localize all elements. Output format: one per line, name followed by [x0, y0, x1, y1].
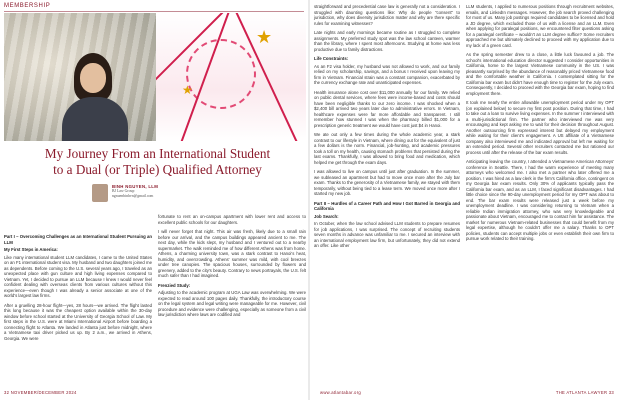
part-heading: Part I – Overcoming Challenges as an International Student Pursuing an LLM	[4, 234, 152, 245]
star-icon: ★	[182, 83, 193, 97]
star-icon: ★	[256, 27, 273, 47]
paragraph: I will never forget that night. This air was fresh, likely due to a small rain before our arrival, and the campus buildings appeared ancient to me. The next day, while the kids slept, my husband and I ventured out to a nearby supermarket. The walk reminded me of how different Athens was from home. Athens, a charming university town, was a stark contrast to Hanoi's heat, humidity, and overcrowding. Athens' summer was mild, with cool breezes under tree canopies. The spacious houses, surrounded by flowers and greenery, added to the city's beauty. Contrary to news portrayals, the U.S. felt much safer than I had imagined.	[158, 229, 306, 278]
portrait-figure	[58, 53, 130, 141]
paragraph: After a gruelling 28-hour flight—yes, 28 hours—we arrived. The flight lasted this long because it was the cheapest option available within the 30-day window before school started at the University of Georgia School of Law. My first steps in the U.S. were at Miami International Airport before boarding a connecting flight to Atlanta. We landed in Atlanta just before midnight, where a Vietnamese taxi driver picked us up. By 2 a.m., we arrived in Athens, Georgia. We were	[4, 302, 152, 341]
subheading: Frenzied Study:	[158, 282, 191, 288]
paragraph: Late nights and early mornings became routine as I struggled to complete assignments. My preferred study spot was the law school canteen, warmer than the library, where I spent most afternoons. Studying at home was less productive due to family distractions.	[314, 30, 460, 52]
subheading: Life Constraints:	[314, 56, 349, 61]
page-footer-url[interactable]: www.atlantabar.org	[320, 390, 362, 395]
article-column-3	[314, 4, 460, 253]
paragraph: Health insurance alone cost over $11,000 annually for our family. We relied on public dental services, where fees were income-based and costs should have been negligible thanks to our zero income. I was shocked when a $2,400 bill arrived two years later due to administrative errors. In Vietnam, healthcare expenses were far more affordable and transparent. I still remember how stunned I was when the pharmacy billed $1,000 for a prescription generic treatment we would have cost just $4 in Hanoi.	[314, 89, 460, 128]
paragraph: In October, when the law school advised LLM students to prepare resumes for job applications, I was surprised. The concept of recruiting students seven months in advance was unfamiliar to me. I secured an interview with an international employment law firm, but unfortunately, they did not extend an offer. Like other	[314, 221, 460, 248]
part-heading: Part II – Hurdles of a Career Path and How I Got Barred in Georgia and California	[314, 200, 460, 211]
paragraph: Adjusting to the academic program at UGA Law was overwhelming. We were expected to read around 100 pages daily. Thankfully, the introductory course on the legal system and legal writing were manageable for me. However, civil procedure and evidence were challenging, especially as someone from a civil law jurisdiction where laws are codified and	[158, 290, 306, 317]
paragraph: Like many international student LLM candidates, I came to the United States on an F1 international student visa. My husband and two daughters joined me as dependents. Before coming to the U.S. several years ago, I traveled as an unexpected place with gun culture and high living expenses compared to Vietnam. Yet, I decided to pursue an LLM because I knew I would never feel confident dealing with overseas clients from various cultures without this experience—even though I was already a senior associate at one of the world's largest law firms.	[4, 254, 152, 298]
subheading: Job Search:	[314, 213, 339, 219]
page-footer-left: 32 NOVEMBER/DECEMBER 2024	[4, 390, 77, 395]
author-firm: BJ Law Group	[112, 189, 135, 193]
author-name: BINH NGUYEN, LLM	[112, 184, 159, 189]
section-label: MEMBERSHIP	[4, 3, 51, 9]
subheading: My First Steps in America:	[4, 247, 58, 252]
paragraph: fortunate to rent an on-campus apartment with lower rent and access to excellent public schools for our daughters.	[158, 214, 306, 225]
page-gutter	[308, 0, 310, 400]
article-column-4	[466, 4, 614, 246]
article-column-1	[4, 232, 152, 345]
author-email[interactable]: ngnuenbinhvn@gmail.com	[112, 194, 154, 198]
author-photo	[4, 13, 156, 141]
article-title: My Journey From an International Student to a Dual (or Triple) Qualified Attorney	[44, 146, 271, 177]
paragraph: Anticipating leaving the country, I attended a Vietnamese American Attorneys' conference in Seattle. There, I had the warm experience of meeting many attorneys who welcomed me. I also met a partner who later offered me a position. I was hired as a law clerk in the firm's California office, contingent on my Georgia bar exam results. Only 30% of applicants typically pass the California bar exam, and as an LLM, I faced significant disadvantages. I had little choice since the 90-day unemployment period for my OPT was about to end. The bar exam results were released just a week before my unemployment deadline. I was considering returning to Vietnam when a reliable Indian immigration attorney, who was very knowledgeable and passionate about Vietnam, encouraged me to contact him for assistance. The market for numerous Vietnam-related businesses that could benefit from my legal expertise, although he couldn't offer me a salary. Thanks to OPT policies, students can accept multiple jobs or even establish their own firm to pursue work related to their training.	[466, 159, 614, 241]
decorative-illustration	[156, 13, 306, 141]
author-byline	[112, 184, 202, 199]
paragraph: As an F2 visa holder, my husband was not allowed to work, and our family relied on my scholarship, savings, and a bonus I received upon leaving my firm in Vietnam. Financial strain was a constant companion, exacerbated by the currency exchange rate and unanticipated expenses.	[314, 63, 460, 85]
paragraph: As the spring semester drew to a close, a little luck favoured a job. The school's international education director suggested I consider opportunities in California, home to the largest Vietnamese community in the US. I was pleasantly surprised by the abundance of reasonably priced Vietnamese food and the comfortable weather in California. I contemplated sitting for the California bar exam but didn't have enough time to register for the July exam. Consequently, I decided to proceed with the Georgia bar exam, hoping to find employment there.	[466, 52, 614, 96]
paragraph: We ate out only a few times during the whole academic year, a stark contrast to our lifestyle in Vietnam, where dining out for the equivalent of just a few dollars is the norm. Financial, job-hunting, and academic pressures took a toll on my health, causing stomach problems that persisted during the last exams. Thankfully, I was allowed to bring food and medication, which helped me get through the exam days.	[314, 132, 460, 165]
paragraph: I was allowed to live on campus until just after graduation. In the summer, we subleased an apartment but had to move once more after the July bar exam. Thanks to the generosity of a Vietnamese family, we stayed with them temporarily, without being tied to a lease term. We moved once more after I started my new job.	[314, 169, 460, 196]
paragraph: LLM students, I applied to numerous positions through recruitment websites, emails, and LinkedIn messages. However, the job search proved challenging for most of us. Many job postings required candidates to be licensed and hold a JD degree, which excluded those of us with a license and an LLM. Even when applying for paralegal positions, we encountered filter questions asking for a paralegal certificate – wouldn't an LLM degree suffice? Some recruiters approached me but ultimately declined to proceed with my application due to my lack of a green card.	[466, 4, 614, 48]
article-column-2	[158, 214, 306, 322]
page-footer-right: THE ATLANTA LAWYER 33	[555, 390, 614, 395]
paragraph: straightforward and precedential case law is generally not a consideration. I struggled with daunting questions like: Why do people "consent" to jurisdiction, why does diversity jurisdiction matter and why are there specific rules for examining witnesses?	[314, 4, 460, 26]
paragraph: It took me nearly the entire allowable unemployment period under my OPT (on explained below) to secure my first post position. During that time, I had to take out a loan to survive living expenses. In the summer I interviewed with a multi-jurisdictional firm. The partner who interviewed me was very encouraging and kept asking me to wait for their decision throughout August. Another outsourcing firm expressed interest but delayed my employment while waiting for their client's engagement. A US affiliate of a Vietnamese company also interviewed me and indicated approval but left me waiting for an extended period. Several other recruiters contacted me but rationed our process until after the release of the bar exam results.	[466, 100, 614, 155]
author-thumbnail	[92, 184, 108, 202]
section-divider	[4, 11, 304, 12]
